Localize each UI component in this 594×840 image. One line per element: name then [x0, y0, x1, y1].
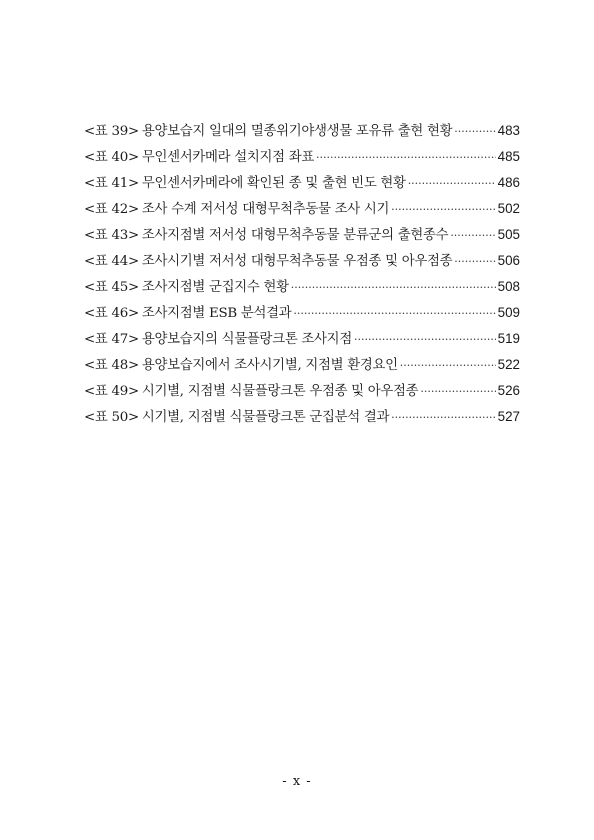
leader-dots: [454, 123, 495, 141]
toc-entry-page: 519: [497, 331, 520, 346]
toc-entry-44[interactable]: [84, 252, 520, 278]
leader-dots: [400, 357, 496, 375]
toc-entry-page: 502: [497, 201, 520, 216]
toc-entry-page: 486: [497, 175, 520, 190]
toc-entry-number: <표 44>: [84, 254, 139, 269]
toc-entry-page: 526: [497, 383, 520, 398]
leader-dots: [450, 227, 495, 245]
toc-entry-number: <표 48>: [84, 358, 139, 373]
toc-entry-43[interactable]: [84, 226, 520, 252]
leader-dots: [354, 331, 496, 349]
toc-entry-45[interactable]: [84, 278, 520, 304]
toc-entry-title: 무인센서카메라에 확인된 종 및 출현 빈도 현황: [141, 176, 406, 191]
leader-dots: [391, 201, 496, 219]
leader-dots: [293, 305, 495, 323]
toc-entry-page: 522: [497, 357, 520, 372]
toc-entry-title: 무인센서카메라 설치지점 좌표: [141, 150, 315, 165]
toc-entry-title: 조사지점별 저서성 대형무척추동물 분류군의 출현종수: [141, 228, 449, 243]
toc-entry-number: <표 49>: [84, 384, 139, 399]
toc-entry-number: <표 45>: [84, 280, 139, 295]
toc-entry-number: <표 40>: [84, 150, 139, 165]
toc-entry-page: 509: [497, 305, 520, 320]
toc-entry-page: 505: [497, 227, 520, 242]
leader-dots: [408, 175, 496, 193]
toc-entry-49[interactable]: [84, 382, 520, 408]
toc-entry-title: 조사지점별 ESB 분석결과: [141, 306, 292, 321]
toc-entry-39[interactable]: [84, 122, 520, 148]
toc-entry-40[interactable]: [84, 148, 520, 174]
toc-entry-page: 506: [497, 253, 520, 268]
toc-entry-number: <표 41>: [84, 176, 139, 191]
toc-entry-number: <표 42>: [84, 202, 139, 217]
toc-entry-page: 508: [497, 279, 520, 294]
toc-entry-page: 527: [497, 409, 520, 424]
toc-entry-title: 조사 수계 저서성 대형무척추동물 조사 시기: [141, 202, 390, 217]
toc-entry-title: 시기별, 지점별 식물플랑크톤 군집분석 결과: [141, 410, 390, 425]
toc-entry-41[interactable]: [84, 174, 520, 200]
toc-entry-page: 483: [497, 123, 520, 138]
toc-entry-title: 용양보습지에서 조사시기별, 지점별 환경요인: [141, 358, 398, 373]
toc-entry-title: 조사지점별 군집지수 현황: [141, 280, 289, 295]
toc-entry-number: <표 50>: [84, 410, 139, 425]
toc-entry-title: 용양보습지 일대의 멸종위기야생생물 포유류 출현 현황: [141, 124, 453, 139]
leader-dots: [291, 279, 496, 297]
toc-entry-title: 시기별, 지점별 식물플랑크톤 우점종 및 아우점종: [141, 384, 419, 399]
toc-entry-50[interactable]: [84, 408, 520, 434]
toc-entry-number: <표 46>: [84, 306, 139, 321]
toc-entry-46[interactable]: [84, 304, 520, 330]
toc-entry-47[interactable]: [84, 330, 520, 356]
page-number: - x -: [282, 774, 312, 789]
toc-entry-42[interactable]: [84, 200, 520, 226]
leader-dots: [391, 409, 496, 427]
toc-entry-title: 조사시기별 저서성 대형무척추동물 우점종 및 아우점종: [141, 254, 453, 269]
toc-entry-title: 용양보습지의 식물플랑크톤 조사지점: [141, 332, 352, 347]
toc-entry-number: <표 47>: [84, 332, 139, 347]
toc-entry-page: 485: [497, 149, 520, 164]
leader-dots: [420, 383, 495, 401]
toc-entry-number: <표 39>: [84, 124, 139, 139]
leader-dots: [454, 253, 495, 271]
toc-entry-48[interactable]: [84, 356, 520, 382]
leader-dots: [316, 149, 496, 167]
table-of-contents: [84, 122, 520, 434]
toc-entry-number: <표 43>: [84, 228, 139, 243]
